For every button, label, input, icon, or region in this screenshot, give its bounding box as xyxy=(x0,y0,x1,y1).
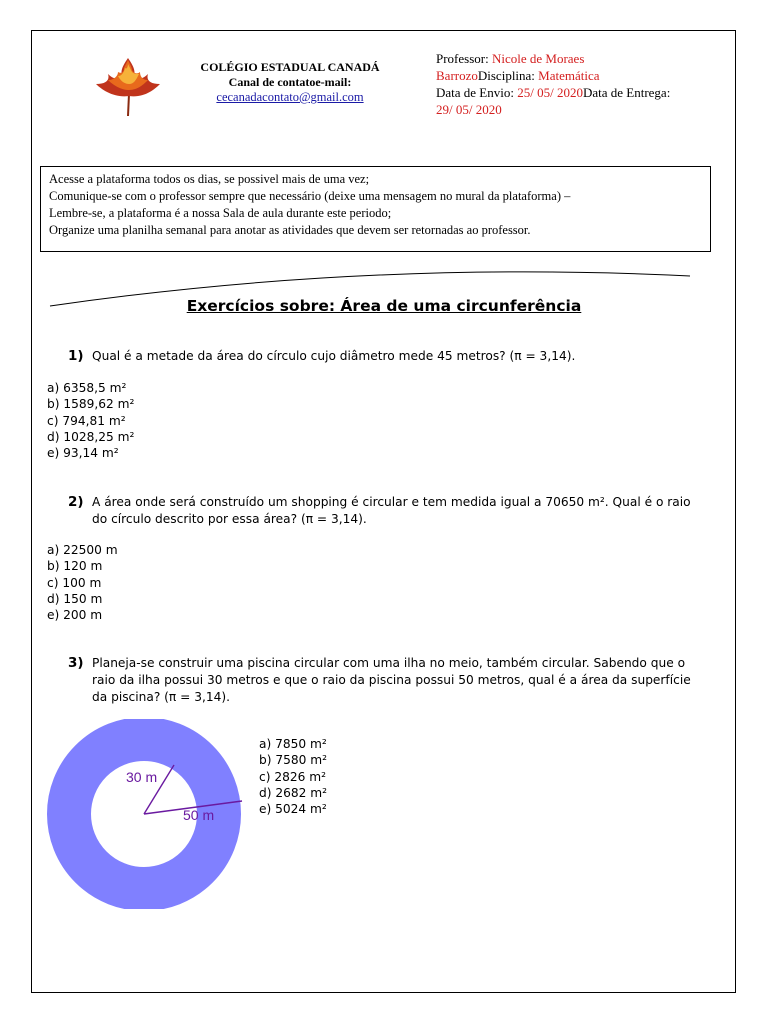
option: b) 7580 m² xyxy=(259,753,328,768)
option: c) 2826 m² xyxy=(259,769,326,784)
question-text: raio da ilha possui 30 metros e que o raio da piscina possui 50 metros, qual é a área da superfície xyxy=(92,673,691,687)
outer-radius-label: 50 m xyxy=(183,807,215,823)
due-date: 29/ 05/ 2020 xyxy=(436,102,502,117)
professor-name: Nicole de Moraes xyxy=(491,51,585,66)
question-number: 1) xyxy=(68,348,84,364)
maple-leaf-logo xyxy=(94,54,162,118)
question-text: do círculo descrito por essa área? (π = 3,14). xyxy=(92,512,367,526)
option: d) 2682 m² xyxy=(259,785,328,800)
contact-label: Canal de contatoe-mail: xyxy=(228,75,352,89)
option: a) 22500 m xyxy=(47,543,118,557)
school-info xyxy=(175,60,405,105)
page-title: Exercícios sobre: Área de uma circunferência xyxy=(186,297,582,315)
subject-value: Matemática xyxy=(538,68,600,83)
send-date: 25/ 05/ 2020 xyxy=(517,85,583,100)
inner-radius-label: 30 m xyxy=(126,769,158,785)
question-number: 2) xyxy=(68,494,84,510)
option: d) 1028,25 m² xyxy=(47,429,135,444)
professor-surname: Barrozo xyxy=(436,68,478,83)
send-date-label: Data de Envio: xyxy=(436,85,514,100)
option: e) 200 m xyxy=(47,608,103,623)
notice-line: Organize uma planilha semanal para anotar as atividades que devem ser retornadas ao professor. xyxy=(49,223,531,237)
pool-ring-figure xyxy=(46,719,246,909)
question-1 xyxy=(68,348,712,365)
due-date-label: Data de Entrega: xyxy=(582,85,671,100)
email-link[interactable]: cecanadacontato@gmail.com xyxy=(216,90,364,104)
option: d) 150 m xyxy=(47,591,103,606)
option: a) 6358,5 m² xyxy=(47,381,127,395)
option: e) 93,14 m² xyxy=(47,446,119,461)
notice-line: Acesse a plataforma todos os dias, se possivel mais de uma vez; xyxy=(49,172,370,186)
question-2-options xyxy=(47,542,118,623)
question-number: 3) xyxy=(68,655,84,671)
option: c) 794,81 m² xyxy=(47,413,126,428)
option: b) 1589,62 m² xyxy=(47,397,135,412)
school-name: COLÉGIO ESTADUAL CANADÁ xyxy=(200,60,380,74)
professor-label: Professor: xyxy=(436,51,489,66)
option: b) 120 m xyxy=(47,559,103,574)
notice-box xyxy=(40,166,711,252)
notice-line: Comunique-se com o professor sempre que necessário (deixe uma mensagem no mural da plataforma) – xyxy=(49,189,571,203)
option: e) 5024 m² xyxy=(259,802,327,817)
notice-line: Lembre-se, a plataforma é a nossa Sala de aula durante este periodo; xyxy=(49,206,392,220)
question-2 xyxy=(68,494,722,528)
subject-label: Disciplina: xyxy=(477,68,535,83)
question-text: Planeja-se construir uma piscina circular com uma ilha no meio, também circular. Sabendo que o xyxy=(92,656,686,670)
question-text: A área onde será construído um shopping é circular e tem medida igual a 70650 m². Qual é o raio xyxy=(92,495,691,509)
teacher-info xyxy=(436,50,726,118)
question-3-options xyxy=(259,736,327,817)
option: c) 100 m xyxy=(47,575,102,590)
question-1-options xyxy=(47,380,134,461)
question-text: da piscina? (π = 3,14). xyxy=(92,690,230,704)
question-3 xyxy=(68,655,722,706)
question-text: Qual é a metade da área do círculo cujo diâmetro mede 45 metros? (π = 3,14). xyxy=(92,349,576,363)
option: a) 7850 m² xyxy=(259,737,327,751)
